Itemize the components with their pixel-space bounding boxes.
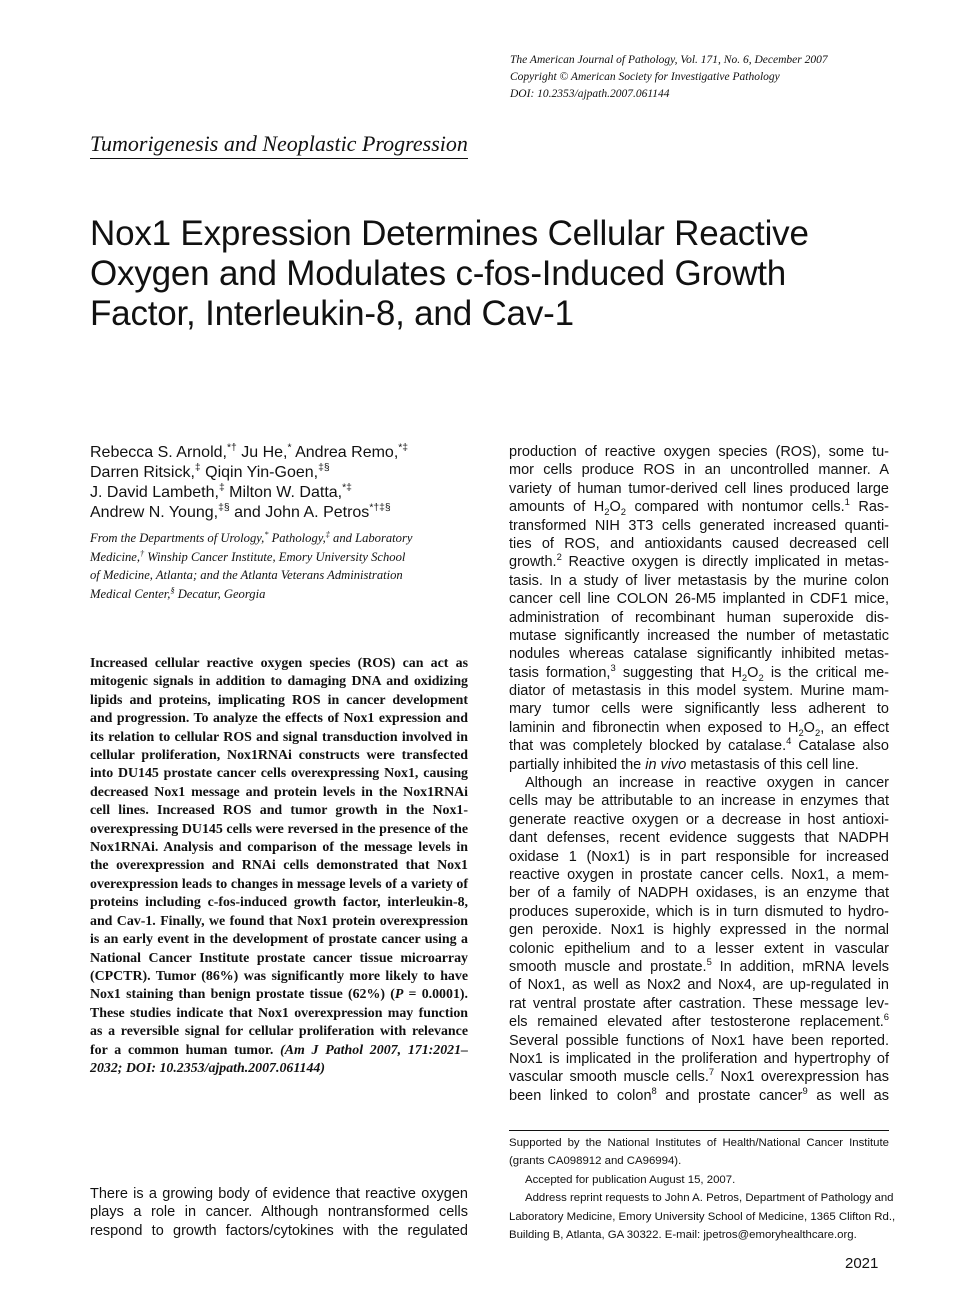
affiliation-line: of Medicine, Atlanta; and the Atlanta Veterans Administration	[90, 568, 403, 582]
body-line: rat ventral prostate after castration. These message lev-	[509, 995, 889, 1012]
body-line: plays a role in cancer. Although nontransformed cells	[90, 1204, 468, 1221]
author-affil-mark: ‡	[194, 462, 201, 474]
title-line: Factor, Interleukin-8, and Cav-1	[90, 294, 574, 333]
body-line: administration of recombinant human superoxide dis-	[509, 609, 889, 626]
body-line: amounts of $H_2O_2$ compared with nontumor cells.$^1$ Ras-	[509, 496, 889, 518]
title-line: Oxygen and Modulates c-fos-Induced Growth	[90, 254, 787, 293]
footnote-divider	[509, 1130, 889, 1131]
body-line: ber of a family of NADPH oxidases, is an enzyme that	[509, 885, 889, 902]
author-name: Andrea Remo,	[291, 444, 399, 461]
body-line: vascular smooth muscle cells.$^7$ Nox1 overexpression has	[509, 1066, 889, 1086]
author-line	[90, 503, 490, 523]
body-line: Several possible functions of Nox1 have been reported.	[509, 1032, 889, 1049]
body-line: that was completely blocked by catalase.$^4$ Catalase also	[509, 735, 889, 755]
author-name: Qiqin Yin-Goen,	[200, 464, 319, 481]
author-line	[90, 443, 490, 463]
body-line: diator of metastasis in this model system. Murine mam-	[509, 683, 889, 700]
body-line: colonic epithelium and to a lesser extent in vascular	[509, 940, 889, 957]
body-line: cells may be attributable to an increase in enzymes that	[509, 793, 889, 810]
author-list	[90, 443, 490, 523]
author-affil-mark: ‡§	[218, 502, 230, 514]
title-line: Nox1 Expression Determines Cellular Reactive	[90, 214, 809, 253]
footnote-line: Address reprint requests to John A. Petros, Department of Pathology and	[525, 1192, 894, 1205]
footnotes	[509, 1134, 896, 1244]
body-line: oxidase 1 (Nox1) is in part responsible for increased	[509, 848, 889, 865]
affiliation-line: Medical Center,§ Decatur, Georgia	[90, 585, 266, 601]
body-line: generate reactive oxygen or a decrease in host antioxi-	[509, 811, 889, 828]
body-line: Although an increase in reactive oxygen in cancer	[525, 775, 889, 792]
author-line	[90, 463, 490, 483]
author-name: Darren Ritsick,	[90, 464, 195, 481]
author-affil-mark: ‡§	[318, 462, 330, 474]
body-line: smooth muscle and prostate.$^5$ In addition, mRNA levels	[509, 956, 889, 975]
body-line: mor cells produce ROS in an uncontrolled manner. A	[509, 462, 889, 479]
author-name: and John A. Petros	[229, 504, 370, 521]
affiliations	[90, 529, 470, 603]
body-line: production of reactive oxygen species (ROS), some tu-	[509, 444, 889, 460]
page-number: 2021	[845, 1255, 879, 1272]
body-line: of Nox1, as well as Nox2 and Nox4, are up-regulated in	[509, 977, 889, 994]
journal-header	[510, 52, 930, 103]
journal-copyright: Copyright © American Society for Investigative Pathology	[510, 71, 780, 83]
journal-doi: DOI: 10.2353/ajpath.2007.061144	[510, 88, 670, 100]
abstract-p-symbol: P	[394, 987, 404, 1003]
body-line: produces superoxide, which is in turn dismuted to hydro-	[509, 903, 889, 920]
author-name: Rebecca S. Arnold,	[90, 444, 227, 461]
body-line: been linked to colon$^8$ and prostate cancer$^9$ as well as	[509, 1084, 889, 1104]
article-title	[90, 214, 850, 334]
body-line: transformed NIH 3T3 cells generated increased quanti-	[509, 517, 889, 534]
author-affil-mark: *‡	[398, 442, 409, 454]
body-line: tasis formation,$^3$ suggesting that $H_2O_2$ is the critical me-	[509, 661, 889, 683]
abstract-text: Increased cellular reactive oxygen species (ROS) can act as mitogenic signals in addition to damaging DNA and oxidizing lipids and proteins, implicating ROS in cancer development and progression. To analyze the effects of Nox1 expression and its relation to cellular ROS and signal transduction involved in cellular proliferation, Nox1RNAi constructs were transfected into DU145 prostate cancer cells overexpressing Nox1, causing decreased Nox1 message and protein levels in the Nox1RNAi cell lines. Increased ROS and tumor growth in the Nox1-overexpressing DU145 cells were reversed in the presence of the Nox1RNAi. Analysis and comparison of the message levels in the overexpression and RNAi cells demonstrated that Nox1 overexpression leads to changes in message levels of a variety of proteins including c-fos-induced growth factor, interleukin-8, and Cav-1. Finally, we found that Nox1 protein overexpression is an early event in the development of prostate cancer using a National Cancer Institute prostate cancer tissue microarray (CPCTR). Tumor (86%) was significantly more likely to have Nox1 staining than benign prostate tissue (62%) (	[90, 656, 468, 1003]
body-line: laminin and fibronectin when exposed to $H_2O_2$, an effect	[509, 719, 889, 738]
footnote-line: Building B, Atlanta, GA 30322. E-mail: jpetros@emoryhealthcare.org.	[509, 1228, 857, 1241]
body-line: reactive oxygen in prostate cancer cells. Nox1, a mem-	[509, 866, 889, 883]
body-line: variety of human tumor-derived cell lines produced large	[509, 480, 889, 497]
footnote-line: Supported by the National Institutes of Health/National Cancer Institute	[509, 1137, 889, 1149]
body-line: Nox1 is implicated in the proliferation and hypertrophy of	[509, 1050, 889, 1067]
author-name: Andrew N. Young,	[90, 504, 219, 521]
body-line: ties of ROS, and antioxidants caused decreased cell	[509, 535, 889, 552]
abstract	[90, 655, 468, 1078]
body-line: nodules whereas catalase significantly inhibited metas-	[509, 646, 889, 663]
body-line: els remained elevated after testosterone replacement.$^6$	[509, 1011, 889, 1031]
abstract-text: = 0.0001). These studies indicate that Nox1 overexpression may function as a reversible signal for cellular proliferation with relevance for a common human tumor.	[90, 987, 468, 1058]
affiliation-line: From the Departments of Urology,* Pathology,‡ and Laboratory	[90, 529, 413, 545]
author-name: J. David Lambeth,	[90, 484, 219, 501]
body-line: cancer cell line COLON 26-M5 implanted in CDF1 mice,	[509, 591, 889, 608]
author-name: Milton W. Datta,	[224, 484, 343, 501]
journal-citation: The American Journal of Pathology, Vol. 171, No. 6, December 2007	[510, 54, 828, 66]
intro-paragraph	[90, 1185, 468, 1240]
body-line: tasis. In a study of liver metastasis by the murine colon	[509, 572, 889, 589]
body-line: gen peroxide. Nox1 is highly expressed in the normal	[509, 922, 889, 939]
footnote-line: Accepted for publication August 15, 2007.	[525, 1173, 736, 1186]
author-affil-mark: ‡	[218, 482, 225, 494]
body-line: partially inhibited the in vivo metastasis of this cell line.	[509, 756, 859, 773]
footnote-line: Laboratory Medicine, Emory University School of Medicine, 1365 Clifton Rd.,	[509, 1210, 896, 1223]
section-heading: Tumorigenesis and Neoplastic Progression	[90, 131, 468, 159]
body-line: mutase significantly increased the number of metastatic	[509, 627, 889, 644]
body-line: respond to growth factors/cytokines with the regulated	[90, 1222, 468, 1239]
author-line	[90, 483, 490, 503]
author-affil-mark: *‡	[342, 482, 352, 494]
author-affil-mark: *	[287, 442, 292, 454]
affiliation-line: Medicine,† Winship Cancer Institute, Emory University School	[90, 548, 406, 564]
body-line: There is a growing body of evidence that reactive oxygen	[90, 1186, 468, 1202]
author-affil-mark: *†‡§	[369, 502, 391, 514]
body-column-right	[509, 443, 889, 1105]
author-affil-mark: *†	[226, 442, 237, 454]
body-line: mary tumor cells were significantly less adherent to	[509, 701, 889, 718]
body-line: dant defenses, recent evidence suggests that NADPH	[509, 830, 889, 847]
author-name: Ju He,	[236, 444, 288, 461]
abstract-citation: (Am J Pathol 2007, 171:2021–2032; DOI: 10.2353/ajpath.2007.061144)	[90, 1042, 469, 1076]
body-line: growth.$^2$ Reactive oxygen is directly implicated in metas-	[509, 551, 889, 571]
footnote-line: (grants CA098912 and CA96994).	[509, 1155, 682, 1168]
